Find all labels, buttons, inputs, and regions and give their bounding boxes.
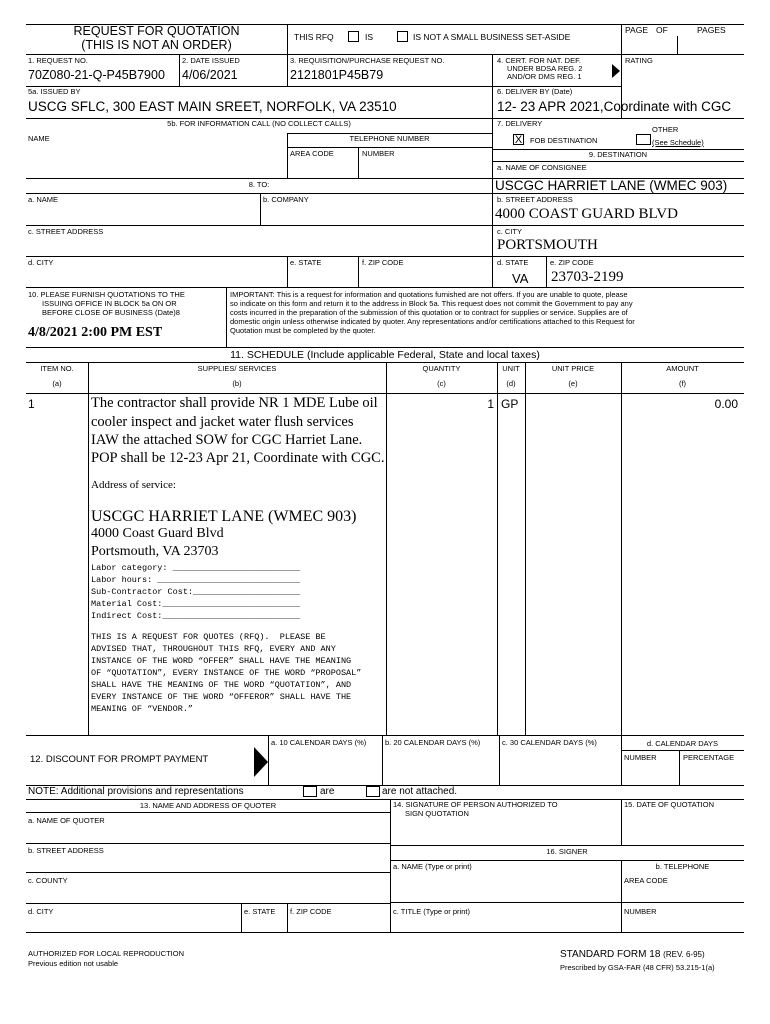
to-zip-label: f. ZIP CODE [362,258,404,267]
deliver-by-value[interactable]: 12- 23 APR 2021,Coordinate with CGC [497,99,732,114]
destination-label: 9. DESTINATION [588,150,648,159]
service-address-line-1: USCGC HARRIET LANE (WMEC 903) [91,508,357,525]
to-street-label: c. STREET ADDRESS [28,227,104,236]
quote-due-value[interactable]: 4/8/2021 2:00 PM EST [28,325,163,340]
quoter-section-label: 13. NAME AND ADDRESS OF QUOTER [139,801,277,810]
item-desc-line-3: IAW the attached SOW for CGC Harriet Lane. [91,432,363,448]
cert-label-2: UNDER BDSA REG. 2 [507,64,583,73]
signer-title-label: c. TITLE (Type or print) [393,907,470,916]
requisition-no-label: 3. REQUISITION/PURCHASE REQUEST NO. [290,56,445,65]
col-quantity-sub: (c) [437,379,446,388]
number-label: NUMBER [362,149,395,158]
col-item-no: ITEM NO. [40,364,74,373]
discount-30-label: c. 30 CALENDAR DAYS (%) [502,738,597,747]
footer-authorized: AUTHORIZED FOR LOCAL REPRODUCTION [28,949,184,958]
info-call-label: 5b. FOR INFORMATION CALL (NO COLLECT CALLS) [167,119,351,128]
dest-zip-value[interactable]: 23703-2199 [551,269,624,285]
request-no-value[interactable]: 70Z080-21-Q-P45B7900 [28,68,165,82]
discount-20-label: b. 20 CALENDAR DAYS (%) [385,738,481,747]
pages-label: PAGES [697,25,726,35]
see-schedule-label: (See Schedule) [652,138,704,147]
quoter-city-label: d. CITY [28,907,54,916]
important-line-1: IMPORTANT: This is a request for information and quotations furnished are not offers. If you are unable to quote, please [230,290,628,299]
col-unit-sub: (d) [506,379,516,388]
dest-city-label: c. CITY [497,227,523,236]
col-quantity: QUANTITY [422,364,461,373]
fob-destination-label: FOB DESTINATION [530,136,598,145]
date-issued-label: 2. DATE ISSUED [182,56,240,65]
item-unit: GP [501,397,519,411]
cert-label-1: 4. CERT. FOR NAT. DEF. [497,56,581,65]
are-not-label: are not attached. [382,786,458,797]
footer-rev: (REV. 6-95) [663,950,705,959]
col-unit-price: UNIT PRICE [551,364,595,373]
footer-form-name [560,950,705,961]
requisition-no-value[interactable]: 2121801P45B79 [290,68,384,82]
col-item-no-sub: (a) [52,379,62,388]
to-city-label: d. CITY [28,258,54,267]
furnish-label-3: BEFORE CLOSE OF BUSINESS (Date)8 [42,308,180,317]
cost-line-indirect[interactable]: Indirect Cost:___________________________ [91,611,301,621]
notice-line-3: INSTANCE OF THE WORD “OFFER” SHALL HAVE THE MEANING [91,656,352,666]
cost-line-labor-category[interactable]: Labor category: _________________________ [91,563,301,573]
are-checkbox[interactable] [303,786,317,797]
dest-street-label: b. STREET ADDRESS [497,195,573,204]
signer-name-label: a. NAME (Type or print) [393,862,472,871]
consignee-label: a. NAME OF CONSIGNEE [497,163,587,172]
signature-label-2: SIGN QUOTATION [405,809,469,818]
not-small-business-label: IS NOT A SMALL BUSINESS SET-ASIDE [413,32,571,42]
notice-line-5: SHALL HAVE THE MEANING OF THE WORD “QUOTATION”, AND [91,680,352,690]
service-address-line-2: 4000 Coast Guard Blvd [91,526,224,541]
dest-state-value[interactable]: VA [512,271,529,286]
service-address-label: Address of service: [91,479,176,491]
notice-line-6: EVERY INSTANCE OF THE WORD “OFFEROR” SHALL HAVE THE [91,692,352,702]
quoter-name-label: a. NAME OF QUOTER [28,816,105,825]
schedule-title: 11. SCHEDULE (Include applicable Federal, State and local taxes) [230,349,540,361]
area-code-label: AREA CODE [290,149,334,158]
other-checkbox[interactable] [636,134,651,145]
delivery-label: 7. DELIVERY [497,119,543,128]
discount-arrow-icon [254,747,268,777]
notice-line-2: ADVISED THAT, THROUGHOUT THIS RFQ, EVERY AND ANY [91,644,336,654]
is-checkbox[interactable] [348,31,359,42]
dest-zip-label: e. ZIP CODE [550,258,594,267]
col-supplies-sub: (b) [232,379,242,388]
page-label: PAGE [625,25,648,35]
important-line-2: so indicate on this form and return it to the address in Block 5a. This request does not commit the Government to pay any [230,299,633,308]
footer-previous-edition: Previous edition not usable [28,959,119,968]
footer-form-number: STANDARD FORM 18 [560,949,661,960]
quoter-county-label: c. COUNTY [28,876,68,885]
signature-label-1: 14. SIGNATURE OF PERSON AUTHORIZED TO [393,800,558,809]
item-desc-line-1: The contractor shall provide NR 1 MDE Lube oil [91,395,378,411]
is-label: IS [365,32,374,42]
col-unit-price-sub: (e) [568,379,578,388]
signer-label: 16. SIGNER [546,847,588,856]
item-quantity: 1 [487,397,494,411]
issued-by-label: 5a. ISSUED BY [28,87,81,96]
of-label: OF [656,25,668,35]
notice-line-7: MEANING OF “VENDOR.” [91,704,194,714]
form-subtitle: (THIS IS NOT AN ORDER) [81,38,232,52]
col-unit: UNIT [502,364,520,373]
notice-line-1: THIS IS A REQUEST FOR QUOTES (RFQ). PLEASE BE [91,632,326,642]
rating-label: RATING [625,56,653,65]
quoter-street-label: b. STREET ADDRESS [28,846,104,855]
quoter-state-label: e. STATE [244,907,276,916]
are-not-checkbox[interactable] [366,786,380,797]
info-name-label: NAME [28,134,50,143]
to-name-label: a. NAME [28,195,59,204]
furnish-label-2: ISSUING OFFICE IN BLOCK 5a ON OR [42,299,177,308]
are-label: are [320,786,335,797]
not-small-business-checkbox[interactable] [397,31,408,42]
important-line-4: domestic origin unless otherwise indicated by quoter. Any representations and/or certifications attached to this Request for [230,317,635,326]
item-no: 1 [28,397,35,411]
deliver-by-label: 6. DELIVER BY (Date) [497,87,573,96]
signer-area-code-label: AREA CODE [624,876,668,885]
notice-line-4: OF “QUOTATION”, EVERY INSTANCE OF THE WORD “PROPOSAL” [91,668,362,678]
important-line-5: Quotation must be completed by the quoter. [230,326,376,335]
to-state-label: e. STATE [290,258,322,267]
date-issued-value[interactable]: 4/06/2021 [182,68,238,82]
date-of-quotation-label: 15. DATE OF QUOTATION [624,800,715,809]
furnish-label-1: 10. PLEASE FURNISH QUOTATIONS TO THE [28,290,185,299]
col-amount-sub: (f) [678,379,687,388]
cert-label-3: AND/OR DMS REG. 1 [507,72,582,81]
item-amount: 0.00 [714,397,738,411]
dest-street-value[interactable]: 4000 COAST GUARD BLVD [495,206,678,222]
note-text: NOTE: Additional provisions and representations [28,786,244,797]
item-desc-line-2: cooler inspect and jacket water flush services [91,414,354,430]
discount-days-label: d. CALENDAR DAYS [646,739,719,748]
col-supplies: SUPPLIES/ SERVICES [197,364,277,373]
this-rfq-label: THIS RFQ [294,32,334,42]
signer-number-label: NUMBER [624,907,657,916]
request-no-label: 1. REQUEST NO. [28,56,88,65]
fob-destination-checkbox[interactable]: X [514,134,523,146]
signer-telephone-label: b. TELEPHONE [655,862,710,871]
other-label: OTHER [652,125,679,134]
dest-city-value[interactable]: PORTSMOUTH [497,237,598,253]
item-desc-line-4: POP shall be 12-23 Apr 21, Coordinate with CGC. [91,450,385,466]
important-line-3: costs incurred in the preparation of the submission of this quotation or to contract for supplies or service. Supplies are of [230,308,628,317]
arrow-icon [612,64,620,78]
quoter-zip-label: f. ZIP CODE [290,907,332,916]
dest-state-label: d. STATE [497,258,529,267]
issued-by-value[interactable]: USCG SFLC, 300 EAST MAIN SREET, NORFOLK, VA 23510 [28,99,397,114]
cost-line-material[interactable]: Material Cost:___________________________ [91,599,301,609]
footer-prescribed: Prescribed by GSA-FAR (48 CFR) 53.215-1(a) [560,963,715,972]
to-label: 8. TO: [248,180,270,189]
to-company-label: b. COMPANY [263,195,309,204]
col-amount: AMOUNT [666,364,699,373]
form-title: REQUEST FOR QUOTATION [73,24,240,38]
discount-label: 12. DISCOUNT FOR PROMPT PAYMENT [30,754,209,765]
discount-10-label: a. 10 CALENDAR DAYS (%) [271,738,367,747]
consignee-value[interactable]: USCGC HARRIET LANE (WMEC 903) [495,178,728,193]
discount-percentage-label: PERCENTAGE [683,753,735,762]
discount-number-label: NUMBER [624,753,657,762]
cost-line-labor-hours[interactable]: Labor hours: ____________________________ [91,575,301,585]
service-address-line-3: Portsmouth, VA 23703 [91,544,219,559]
telephone-label: TELEPHONE NUMBER [349,134,430,143]
cost-line-subcontractor[interactable]: Sub-Contractor Cost:_____________________ [91,587,301,597]
